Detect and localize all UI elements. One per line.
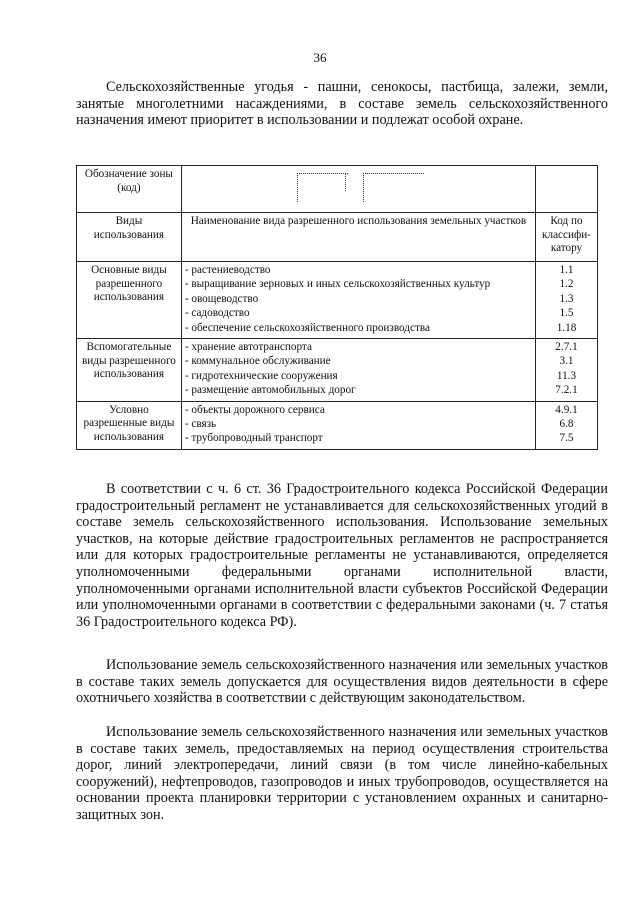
header-code: Код по классифи-катору — [535, 213, 597, 262]
zone-label-cell: Обозначение зоны (код) — [77, 166, 182, 213]
intro-paragraph: Сельскохозяйственные угодья - пашни, сенокосы, пастбища, залежи, земли, занятые многолетними насаждениями, в составе земель сельскохозяйственного назначения имеют приоритет в использовании и подлежат особой охране. — [76, 79, 608, 129]
code-item: 1.18 — [556, 321, 577, 334]
group-title: Вспомогательные виды разрешенного использования — [77, 338, 182, 401]
zone-code-tick — [345, 173, 347, 191]
group-title: Основные виды разрешенного использования — [77, 262, 182, 339]
list-item: - трубопроводный транспорт — [184, 432, 323, 445]
body-paragraph: Использование земель сельскохозяйственного назначения или земельных участков в составе таких земель допускается для осуществления видов деятельности в сфере охотничьего хозяйства в соответствии с действующим законодательством. — [76, 657, 608, 707]
zone-code-row — [77, 166, 598, 213]
list-item: - гидротехнические сооружения — [184, 369, 338, 382]
zone-code-empty-cell — [535, 166, 597, 213]
header-name: Наименование вида разрешенного использования земельных участков — [181, 213, 535, 262]
group-items — [181, 338, 535, 401]
list-item: - выращивание зерновых и иных сельскохозяйственных культур — [184, 278, 491, 291]
zone-code-placeholder — [185, 168, 532, 208]
list-item: - овощеводство — [184, 292, 259, 305]
table-header-row — [77, 213, 598, 262]
page-number: 36 — [313, 50, 327, 65]
group-row-auxiliary — [77, 338, 598, 401]
group-items — [181, 262, 535, 339]
group-row-main — [77, 262, 598, 339]
list-item: - хранение автотранспорта — [184, 340, 312, 353]
group-items — [181, 401, 535, 449]
code-item: 11.3 — [556, 369, 577, 382]
zone-code-cell — [181, 166, 535, 213]
zone-code-mark-right — [363, 173, 424, 202]
group-row-conditional — [77, 401, 598, 449]
body-paragraph: Использование земель сельскохозяйственного назначения или земельных участков в составе таких земель, предоставляемых на период осуществления строительства дорог, линий электропередачи, линий связи (в том числе линейно-кабельных сооружений), нефтепроводов, газопроводов и иных трубопроводов, осуществляется на основании проекта планировки территории с установлением охранных и санитарно-защитных зон. — [76, 724, 608, 823]
list-item: - объекты дорожного сервиса — [184, 403, 325, 416]
code-item: 1.5 — [559, 307, 574, 320]
body-paragraph: В соответствии с ч. 6 ст. 36 Градостроительного кодекса Российской Федерации градостроительный регламент не устанавливается для сельскохозяйственных угодий в составе земель сельскохозяйственного использования. Использование земельных участков, на которые действие градостроительных регламентов не распространяется или для которых градостроительные регламенты не устанавливаются, определяется уполномоченными федеральными органами исполнительной власти, уполномоченными органами исполнительной власти субъектов Российской Федерации или уполномоченными органами в соответствии с федеральными законами (ч. 7 статья 36 Градостроительного кодекса РФ). — [76, 481, 608, 630]
code-item: 2.7.1 — [555, 340, 578, 353]
code-item: 3.1 — [559, 355, 574, 368]
list-item: - садоводство — [184, 307, 250, 320]
group-codes — [535, 262, 597, 339]
list-item: - связь — [184, 417, 217, 430]
header-types: Виды использования — [77, 213, 182, 262]
zone-table — [76, 165, 598, 450]
code-item: 6.8 — [559, 417, 574, 430]
code-item: 1.2 — [559, 278, 574, 291]
code-item: 7.2.1 — [555, 384, 578, 397]
code-item: 4.9.1 — [555, 403, 578, 416]
code-item: 1.3 — [559, 292, 574, 305]
group-title: Условно разрешенные виды использования — [77, 401, 182, 449]
code-item: 7.5 — [559, 432, 574, 445]
code-item: 1.1 — [559, 264, 574, 276]
list-item: - размещение автомобильных дорог — [184, 384, 356, 397]
list-item: - растениеводство — [184, 264, 271, 276]
list-item: - коммунальное обслуживание — [184, 355, 331, 368]
group-codes — [535, 338, 597, 401]
list-item: - обеспечение сельскохозяйственного производства — [184, 321, 430, 334]
zone-code-mark-left — [297, 173, 348, 202]
group-codes — [535, 401, 597, 449]
